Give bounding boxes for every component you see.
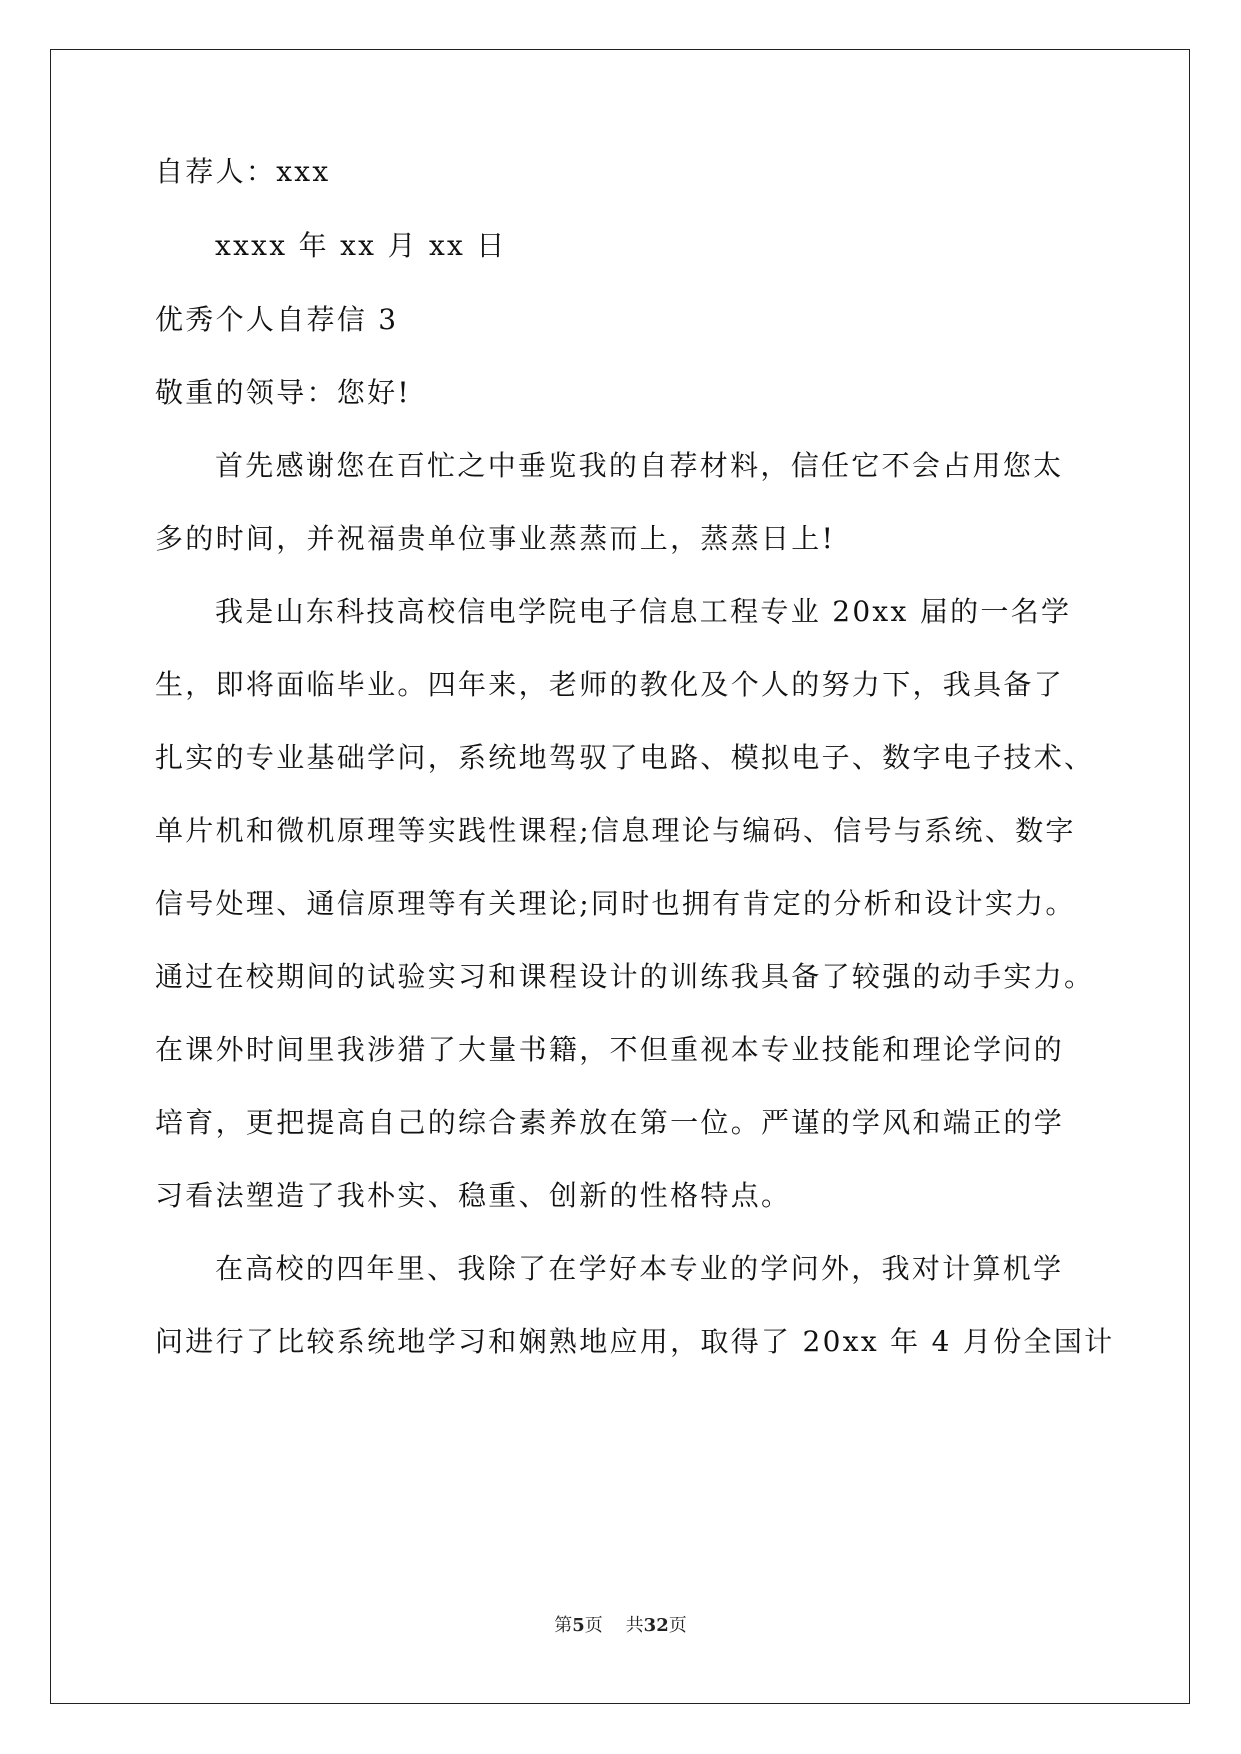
total-label-prefix: 共 — [625, 1615, 644, 1636]
body-line-6: 单片机和微机原理等实践性课程;信息理论与编码、信号与系统、数字 — [155, 814, 1076, 847]
page-label-prefix: 第 — [554, 1615, 573, 1636]
body-line-4: 生，即将面临毕业。四年来，老师的教化及个人的努力下，我具备了 — [155, 668, 1065, 701]
page-footer — [0, 1614, 1241, 1638]
body-line-13: 问进行了比较系统地学习和娴熟地应用，取得了 20xx 年 4 月份全国计 — [155, 1325, 1115, 1358]
body-line-8: 通过在校期间的试验实习和课程设计的训练我具备了较强的动手实力。 — [155, 960, 1095, 993]
salutation: 敬重的领导：您好! — [155, 376, 411, 409]
body-line-7: 信号处理、通信原理等有关理论;同时也拥有肯定的分析和设计实力。 — [155, 887, 1076, 920]
body-line-2: 多的时间，并祝福贵单位事业蒸蒸而上，蒸蒸日上! — [155, 522, 836, 555]
body-line-9: 在课外时间里我涉猎了大量书籍，不但重视本专业技能和理论学问的 — [155, 1033, 1065, 1066]
signature-line: 自荐人：xxx — [155, 155, 331, 188]
page-border — [50, 49, 1190, 1704]
body-line-1: 首先感谢您在百忙之中垂览我的自荐材料，信任它不会占用您太 — [215, 449, 1064, 482]
body-line-11: 习看法塑造了我朴实、稳重、创新的性格特点。 — [155, 1179, 792, 1212]
page-number: 5 — [572, 1615, 585, 1636]
body-line-5: 扎实的专业基础学问，系统地驾驭了电路、模拟电子、数字电子技术、 — [155, 741, 1095, 774]
page-label-suffix: 页 — [584, 1615, 603, 1636]
body-line-3: 我是山东科技高校信电学院电子信息工程专业 20xx 届的一名学 — [215, 595, 1072, 628]
date-line: xxxx 年 xx 月 xx 日 — [215, 229, 507, 262]
letter-heading: 优秀个人自荐信 3 — [155, 303, 399, 336]
total-pages: 32 — [643, 1615, 669, 1636]
body-line-12: 在高校的四年里、我除了在学好本专业的学问外，我对计算机学 — [215, 1252, 1064, 1285]
total-label-suffix: 页 — [668, 1615, 687, 1636]
body-line-10: 培育，更把提高自己的综合素养放在第一位。严谨的学风和端正的学 — [155, 1106, 1065, 1139]
